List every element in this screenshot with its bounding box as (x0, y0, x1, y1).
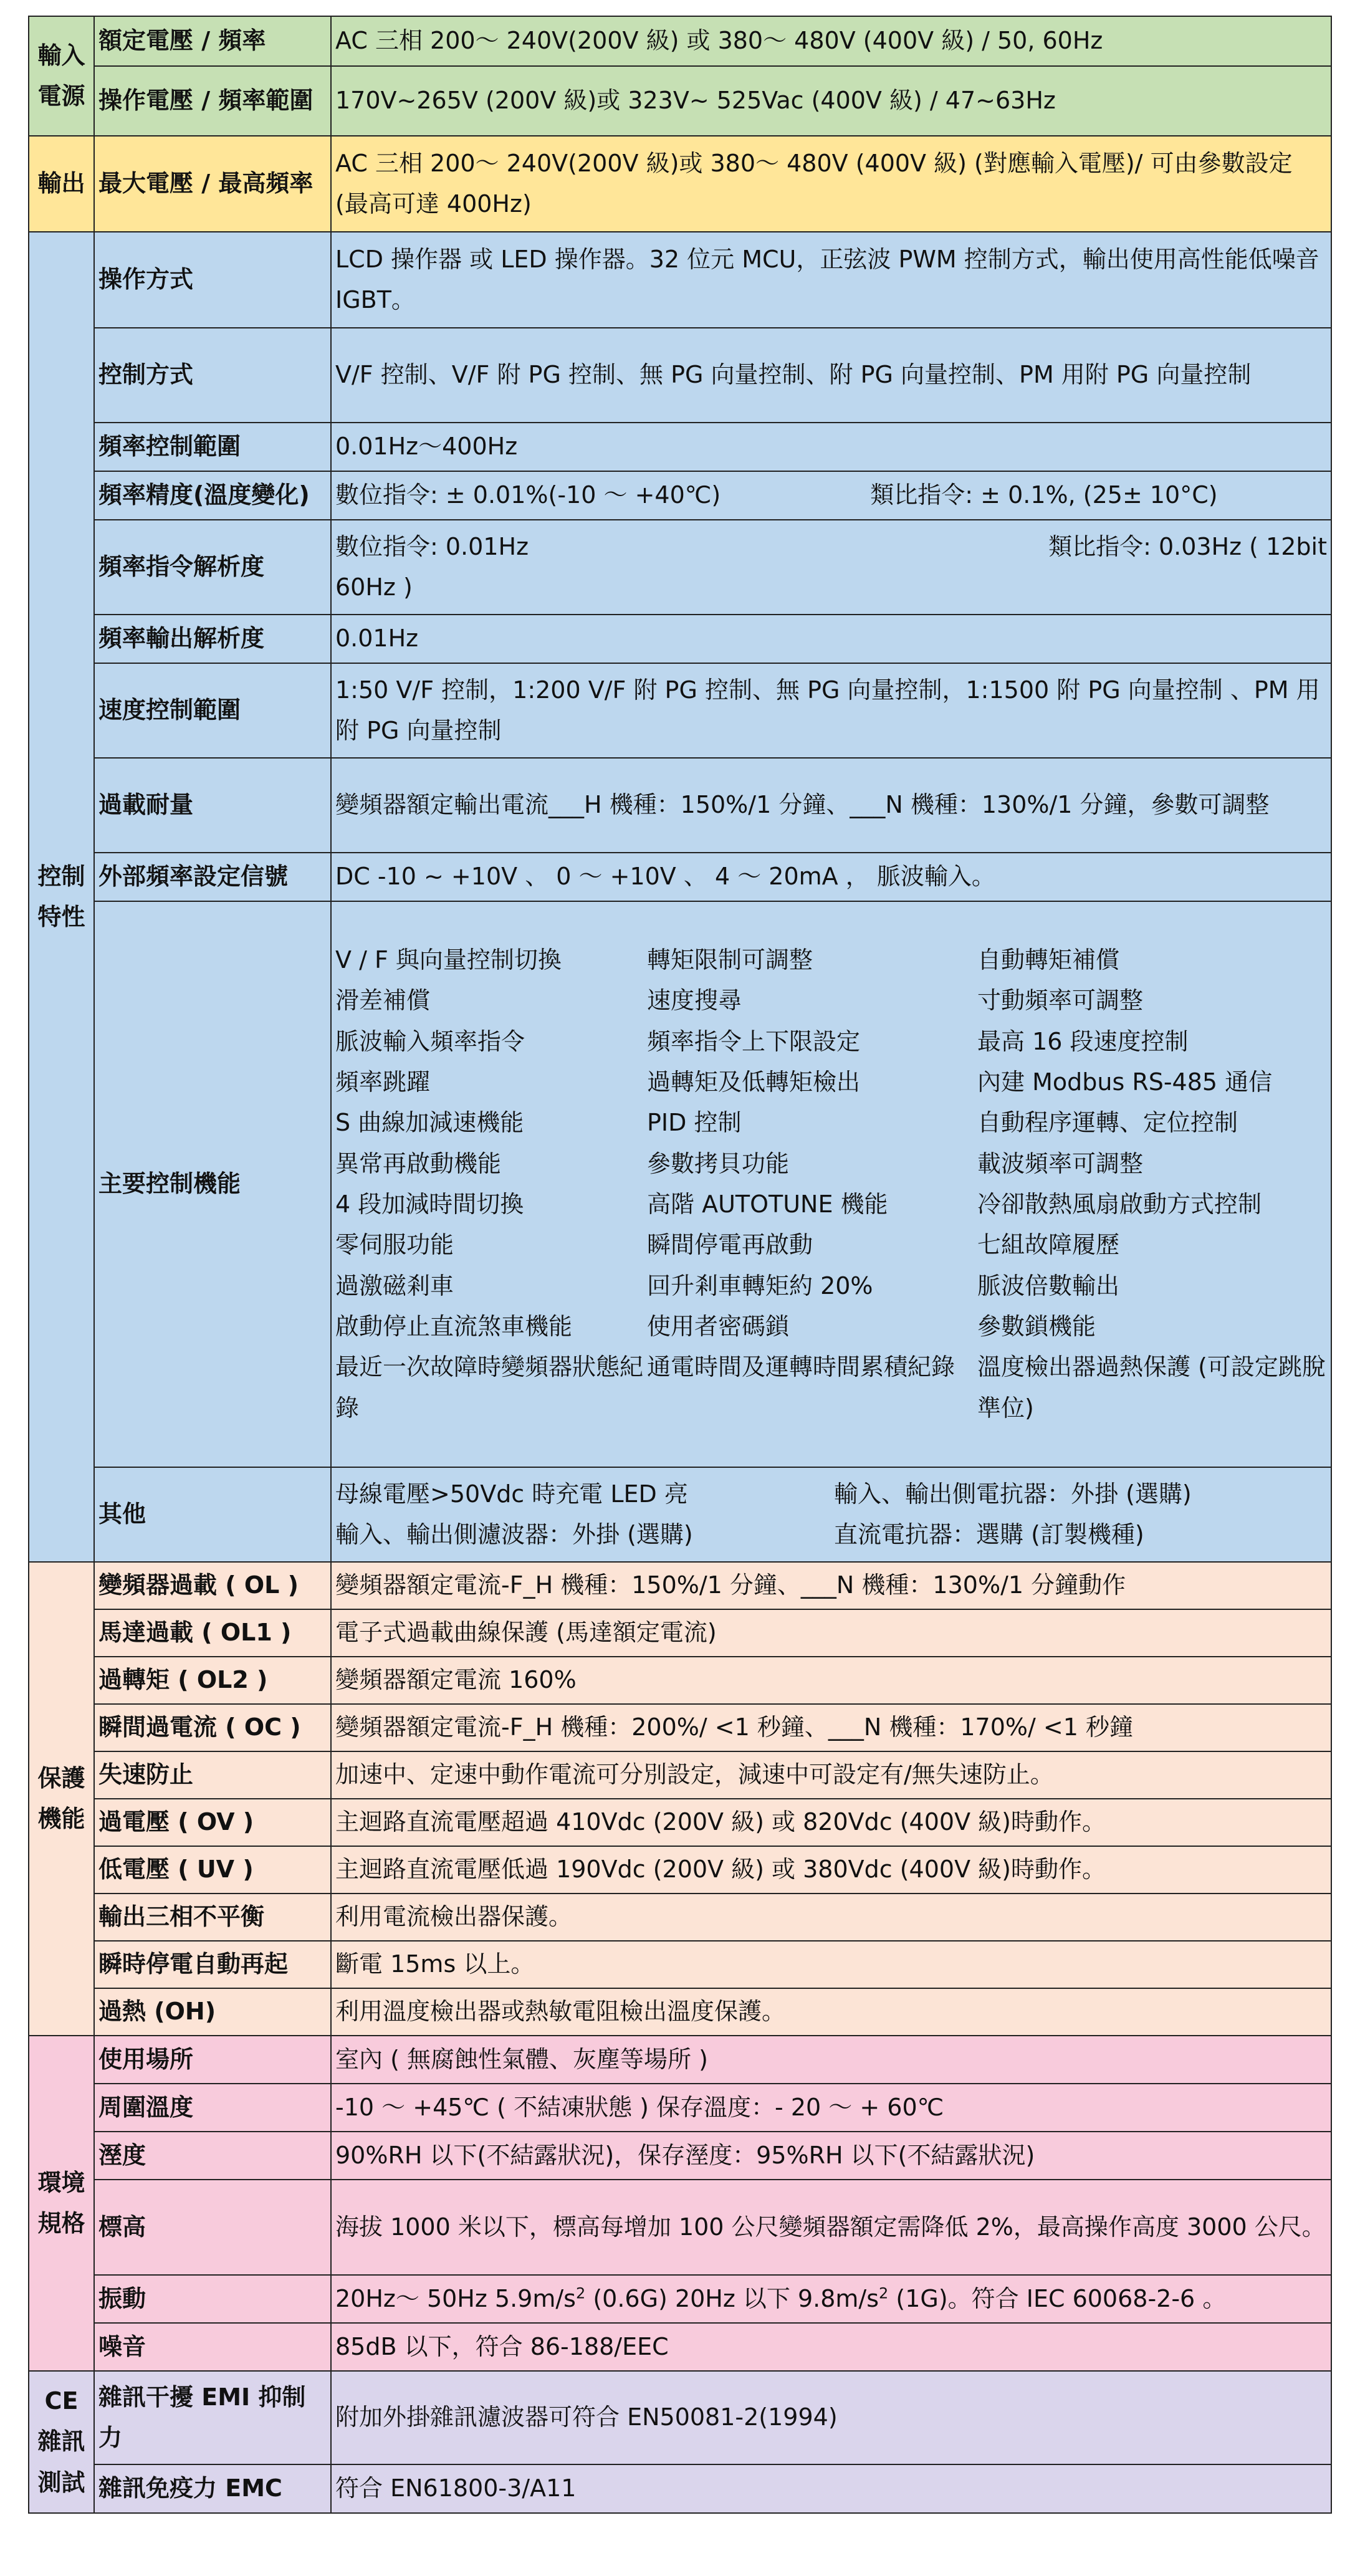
other-value (331, 1467, 1331, 1562)
protection-value: 變頻器額定電流-F_H 機種：200%/ <1 秒鐘、___N 機種：170%/ <1 秒鐘 (331, 1704, 1331, 1751)
vibration-label: 振動 (94, 2275, 331, 2323)
protection-label: 過電壓 ( OV ) (94, 1799, 331, 1846)
protection-value: 變頻器額定電流 160% (331, 1657, 1331, 1704)
input-category: 輸入電源 (29, 16, 94, 136)
protection-label: 過轉矩 ( OL2 ) (94, 1657, 331, 1704)
freq-range-value: 0.01Hz～400Hz (331, 423, 1331, 471)
function-item: 使用者密碼鎖 (647, 1313, 790, 1341)
function-item: 過激磁剎車 (335, 1271, 454, 1300)
protection-label: 馬達過載 ( OL1 ) (94, 1609, 331, 1657)
protection-value: 電子式過載曲線保護 (馬達額定電流) (331, 1609, 1331, 1657)
rated-voltage-label: 額定電壓 / 頻率 (94, 16, 331, 66)
function-item: 最近一次故障時變頻器狀態紀錄 (335, 1353, 644, 1422)
other-item: 輸入、輸出側濾波器：外掛 (選購) (335, 1521, 693, 1548)
ambient-temp-value: -10 ～ +45℃ ( 不結凍狀態 ) 保存溫度：- 20 ～ + 60℃ (331, 2084, 1331, 2132)
protection-value: 斷電 15ms 以上。 (331, 1941, 1331, 1988)
function-item: 冷卻散熱風扇啟動方式控制 (977, 1190, 1262, 1218)
ambient-temp-label: 周圍溫度 (94, 2084, 331, 2132)
control-method-label: 控制方式 (94, 328, 331, 423)
protection-label: 變頻器過載 ( OL ) (94, 1562, 331, 1609)
vibration-part: 20Hz～ 50Hz 5.9m/s (335, 2284, 576, 2312)
protection-value: 主迴路直流電壓低過 190Vdc (200V 級) 或 380Vdc (400V 級)時動作。 (331, 1846, 1331, 1894)
function-item: 自動程序運轉、定位控制 (977, 1109, 1238, 1137)
function-item: 滑差補償 (335, 987, 431, 1015)
function-item: 轉矩限制可調整 (647, 946, 813, 974)
function-item: 脈波輸入頻率指令 (335, 1027, 525, 1055)
protection-value: 利用電流檢出器保護。 (331, 1894, 1331, 1941)
control-category: 控制特性 (29, 232, 94, 1562)
freq-accuracy-analog: 類比指令: ± 0.1%, (25± 10°C) (870, 481, 1218, 509)
protection-label: 過熱 (OH) (94, 1988, 331, 2036)
function-item: S 曲線加減速機能 (335, 1109, 524, 1137)
output-section (29, 136, 1331, 232)
function-item: V / F 與向量控制切換 (335, 946, 562, 974)
altitude-value: 海拔 1000 米以下，標高每增加 100 公尺變頻器額定需降低 2%，最高操作高度 3000 公尺。 (331, 2180, 1331, 2275)
location-label: 使用場所 (94, 2036, 331, 2084)
main-functions-value (331, 901, 1331, 1467)
location-value: 室內 ( 無腐蝕性氣體、灰塵等場所 ) (331, 2036, 1331, 2084)
emi-label: 雜訊干擾 EMI 抑制力 (94, 2371, 331, 2464)
function-item: 寸動頻率可調整 (977, 987, 1144, 1015)
freq-range-label: 頻率控制範圍 (94, 423, 331, 471)
protection-label: 輸出三相不平衡 (94, 1894, 331, 1941)
overload-tolerance-value: 變頻器額定輸出電流___H 機種：150%/1 分鐘、___N 機種：130%/1 分鐘，參數可調整 (331, 758, 1331, 853)
function-item: 4 段加減時間切換 (335, 1190, 524, 1218)
other-item: 輸入、輸出側電抗器：外掛 (選購) (834, 1480, 1192, 1508)
operating-voltage-value: 170V~265V (200V 級)或 323V~ 525Vac (400V 級) / 47~63Hz (331, 66, 1331, 136)
input-section (29, 16, 1331, 136)
rated-voltage-value: AC 三相 200～ 240V(200V 級) 或 380～ 480V (400V 級) / 50, 60Hz (331, 16, 1331, 66)
function-item: 通電時間及運轉時間累積紀錄 (647, 1353, 955, 1381)
protection-label: 瞬時停電自動再起 (94, 1941, 331, 1988)
function-item: 內建 Modbus RS-485 通信 (977, 1068, 1273, 1096)
freq-resolution-value (331, 520, 1331, 615)
overload-tolerance-label: 過載耐量 (94, 758, 331, 853)
function-item: 異常再啟動機能 (335, 1149, 502, 1177)
output-resolution-label: 頻率輸出解析度 (94, 615, 331, 663)
vibration-sup: 2 (879, 2284, 889, 2302)
freq-accuracy-digital: 數位指令: ± 0.01%(-10 ～ +40℃) (335, 481, 721, 509)
freq-accuracy-value (331, 471, 1331, 520)
operation-mode-label: 操作方式 (94, 232, 331, 328)
main-functions-label: 主要控制機能 (94, 901, 331, 1467)
ext-freq-signal-value: DC -10 ~ +10V 、 0 ～ +10V 、 4 ～ 20mA ， 脈波輸入。 (331, 853, 1331, 901)
humidity-value: 90%RH 以下(不結露狀況)，保存溼度：95%RH 以下(不結露狀況) (331, 2132, 1331, 2180)
max-voltage-value: AC 三相 200～ 240V(200V 級)或 380～ 480V (400V 級) (對應輸入電壓)/ 可由參數設定 (最高可達 400Hz) (331, 136, 1331, 232)
function-item: 零伺服功能 (335, 1231, 454, 1259)
freq-resolution-label: 頻率指令解析度 (94, 520, 331, 615)
other-label: 其他 (94, 1467, 331, 1562)
function-item: 七組故障履歷 (977, 1231, 1120, 1259)
function-item: 啟動停止直流煞車機能 (335, 1313, 573, 1341)
other-item: 直流電抗器：選購 (訂製機種) (834, 1521, 1144, 1548)
control-section (29, 232, 1331, 1562)
function-item: PID 控制 (647, 1109, 742, 1137)
function-item: 回升剎車轉矩約 20% (647, 1271, 873, 1300)
main-functions-grid (335, 940, 1327, 1429)
vibration-part: (1G)。符合 IEC 60068-2-6 。 (888, 2284, 1227, 2312)
protection-label: 失速防止 (94, 1751, 331, 1799)
protection-label: 瞬間過電流 ( OC ) (94, 1704, 331, 1751)
function-item: 參數拷貝功能 (647, 1149, 790, 1177)
protection-value: 利用溫度檢出器或熱敏電阻檢出溫度保護。 (331, 1988, 1331, 2036)
vibration-value (331, 2275, 1331, 2323)
freq-resolution-analog: 類比指令: 0.03Hz ( 12bit (1048, 532, 1327, 560)
max-voltage-label: 最大電壓 / 最高頻率 (94, 136, 331, 232)
protection-label: 低電壓 ( UV ) (94, 1846, 331, 1894)
function-item: 高階 AUTOTUNE 機能 (647, 1190, 888, 1218)
function-item: 速度搜尋 (647, 987, 742, 1015)
noise-label: 噪音 (94, 2323, 331, 2371)
freq-accuracy-label: 頻率精度(溫度變化) (94, 471, 331, 520)
noise-value: 85dB 以下，符合 86-188/EEC (331, 2323, 1331, 2371)
function-item: 瞬間停電再啟動 (647, 1231, 813, 1259)
humidity-label: 溼度 (94, 2132, 331, 2180)
emc-label: 雜訊免疫力 EMC (94, 2464, 331, 2513)
protection-section (29, 1562, 1331, 2036)
protection-category: 保護機能 (29, 1562, 94, 2036)
function-item: 頻率指令上下限設定 (647, 1027, 861, 1055)
output-resolution-value: 0.01Hz (331, 615, 1331, 663)
emi-value: 附加外掛雜訊濾波器可符合 EN50081-2(1994) (331, 2371, 1331, 2464)
control-method-value: V/F 控制、V/F 附 PG 控制、無 PG 向量控制、附 PG 向量控制、PM 用附 PG 向量控制 (331, 328, 1331, 423)
function-item: 參數鎖機能 (977, 1313, 1096, 1341)
function-item: 自動轉矩補償 (977, 946, 1120, 974)
output-category: 輸出 (29, 136, 94, 232)
operation-mode-value: LCD 操作器 或 LED 操作器。32 位元 MCU，正弦波 PWM 控制方式，輸出使用高性能低噪音 IGBT。 (331, 232, 1331, 328)
speed-range-label: 速度控制範圍 (94, 663, 331, 758)
environment-section (29, 2036, 1331, 2371)
function-item: 脈波倍數輸出 (977, 1271, 1120, 1300)
other-item: 母線電壓>50Vdc 時充電 LED 亮 (335, 1480, 688, 1508)
function-item: 溫度檢出器過熱保護 (可設定跳脫準位) (977, 1353, 1326, 1422)
protection-value: 加速中、定速中動作電流可分別設定，減速中可設定有/無失速防止。 (331, 1751, 1331, 1799)
ce-section (29, 2371, 1331, 2513)
ce-category: CE 雜訊測試 (29, 2371, 94, 2513)
operating-voltage-label: 操作電壓 / 頻率範圍 (94, 66, 331, 136)
ext-freq-signal-label: 外部頻率設定信號 (94, 853, 331, 901)
function-item: 過轉矩及低轉矩檢出 (647, 1068, 861, 1096)
function-item: 載波頻率可調整 (977, 1149, 1144, 1177)
vibration-sup: 2 (575, 2284, 586, 2302)
spec-table (28, 16, 1332, 2514)
speed-range-value: 1:50 V/F 控制，1:200 V/F 附 PG 控制、無 PG 向量控制，1:1500 附 PG 向量控制 、PM 用附 PG 向量控制 (331, 663, 1331, 758)
function-item: 頻率跳躍 (335, 1068, 431, 1096)
altitude-label: 標高 (94, 2180, 331, 2275)
freq-resolution-tail: 60Hz ) (335, 573, 413, 601)
protection-value: 主迴路直流電壓超過 410Vdc (200V 級) 或 820Vdc (400V 級)時動作。 (331, 1799, 1331, 1846)
vibration-part: (0.6G) 20Hz 以下 9.8m/s (585, 2284, 879, 2312)
function-item: 最高 16 段速度控制 (977, 1027, 1189, 1055)
protection-value: 變頻器額定電流-F_H 機種：150%/1 分鐘、___N 機種：130%/1 分鐘動作 (331, 1562, 1331, 1609)
environment-category: 環境規格 (29, 2036, 94, 2371)
emc-value: 符合 EN61800-3/A11 (331, 2464, 1331, 2513)
freq-resolution-digital: 數位指令: 0.01Hz (335, 532, 529, 560)
